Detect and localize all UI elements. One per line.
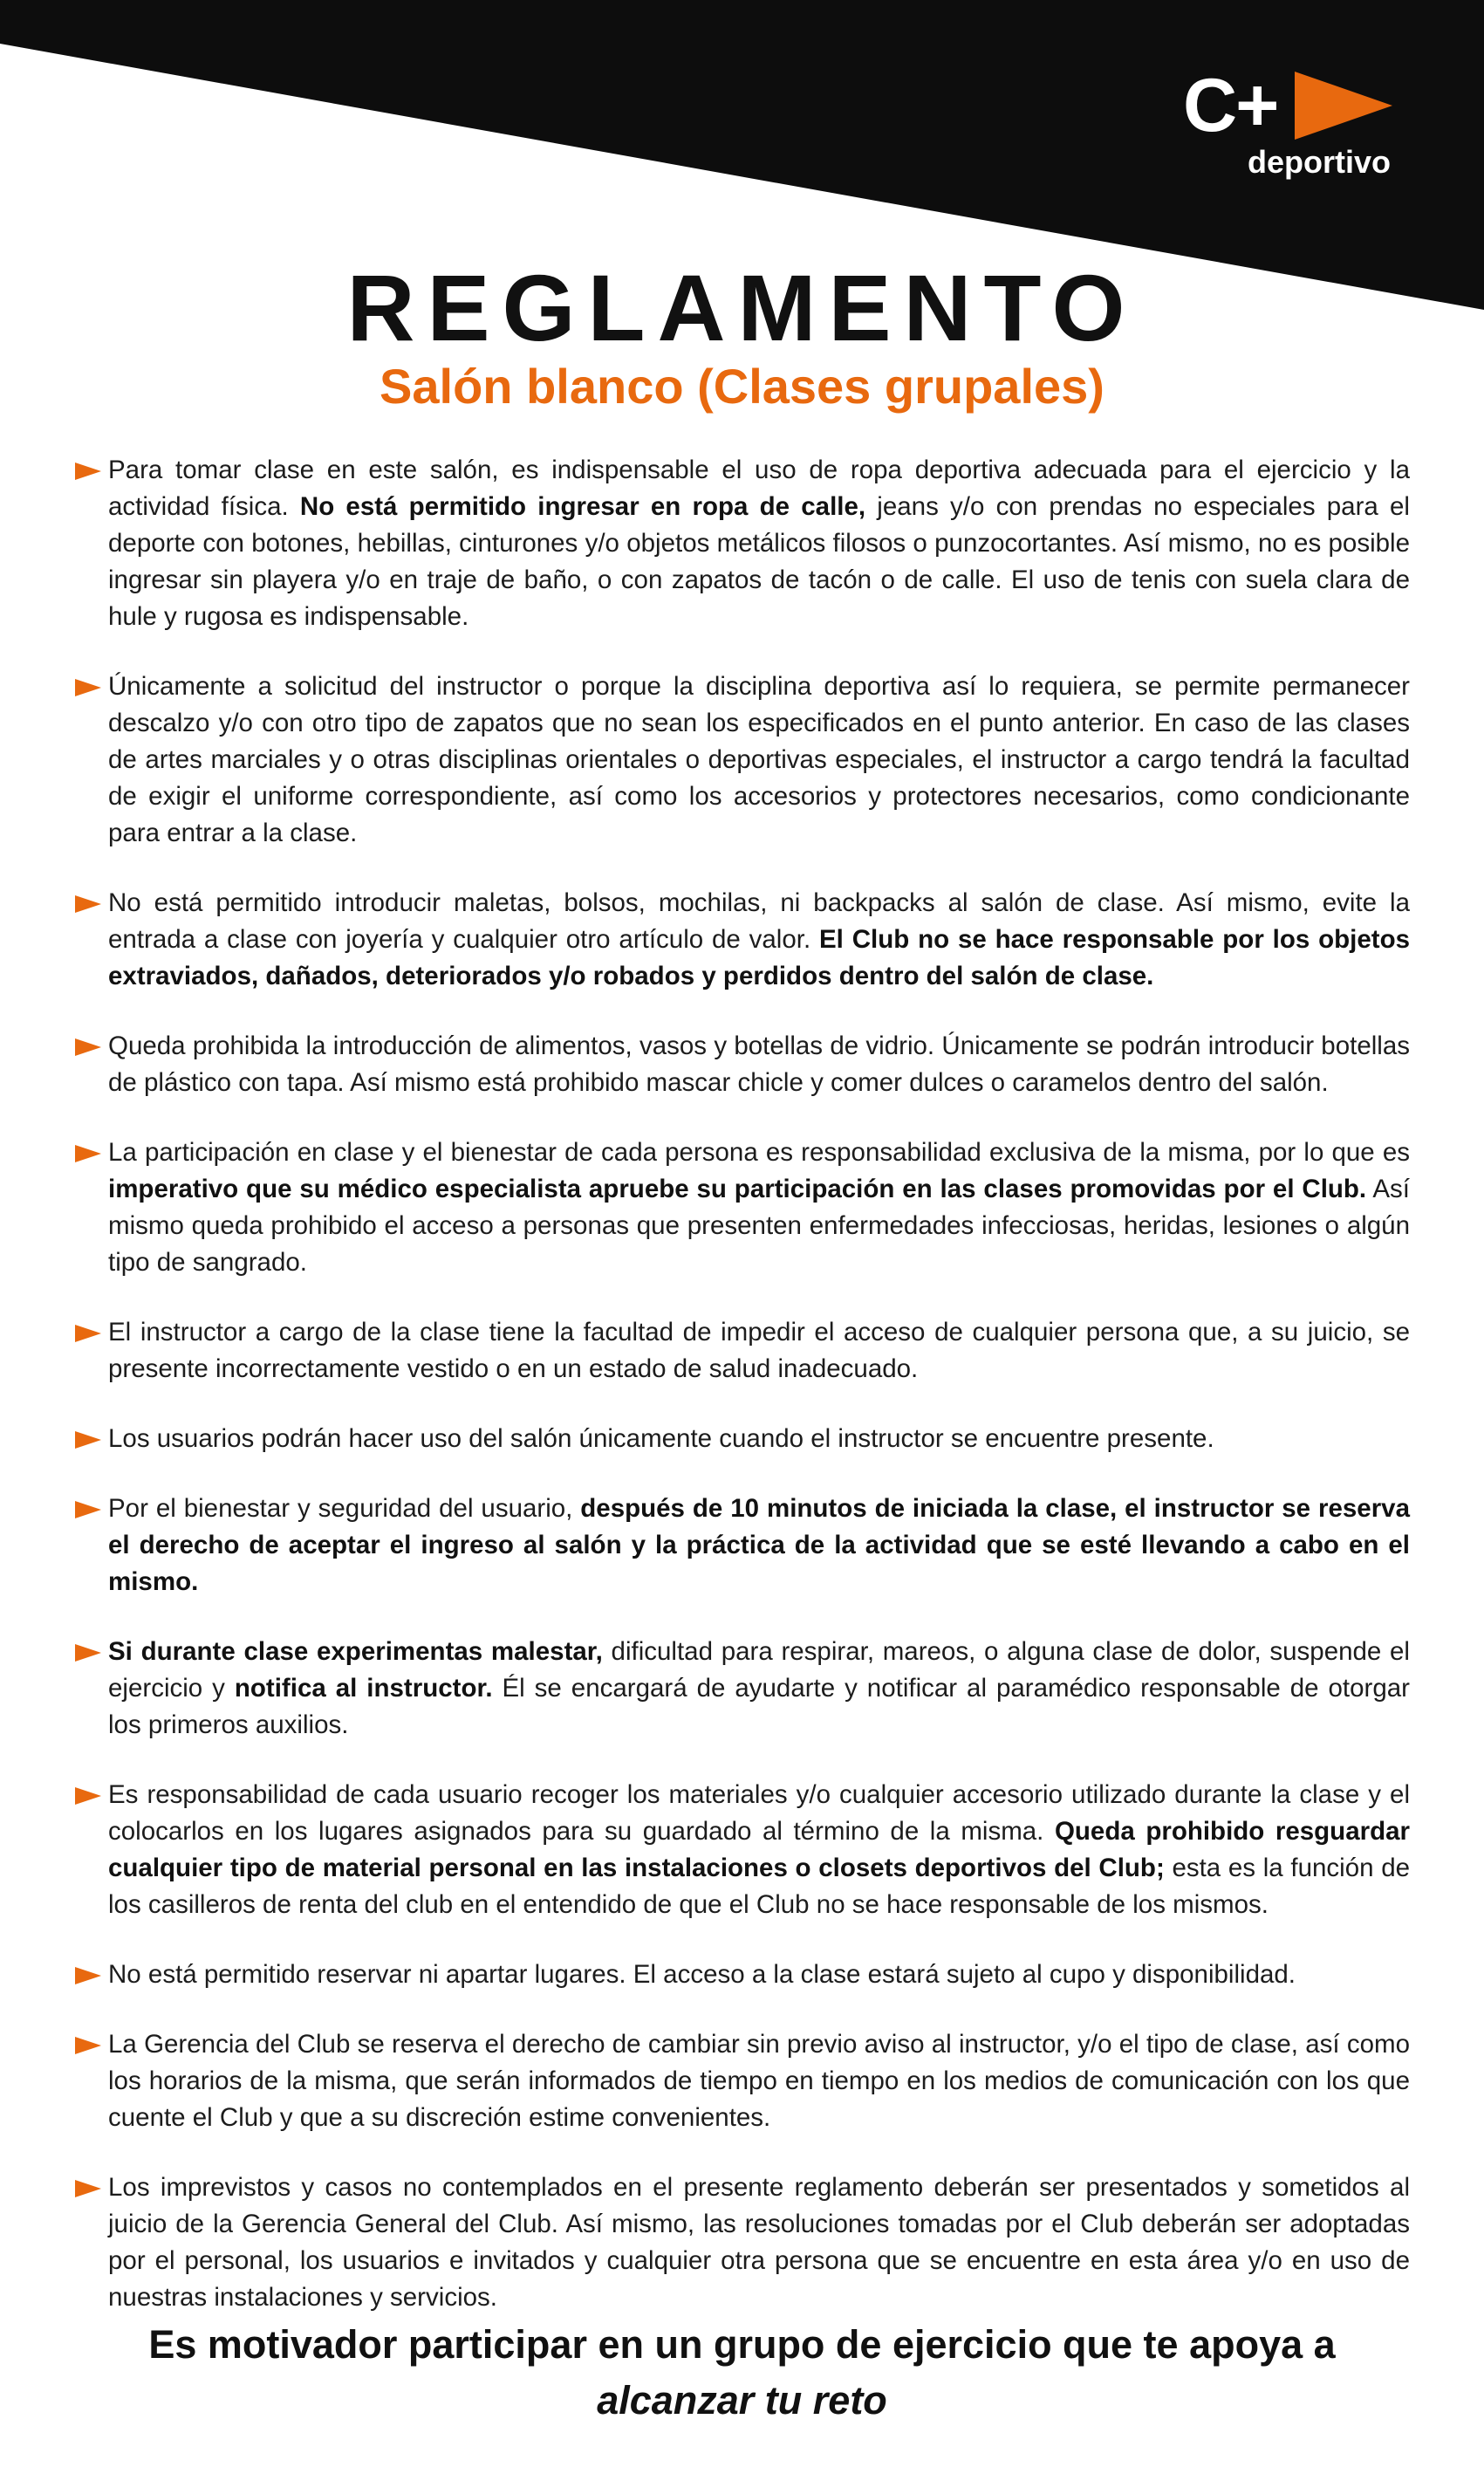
rule-text: Es responsabilidad de cada usuario recoger los materiales y/o cualquier accesorio utilizado durante la clase y el colocarlos en los lugares asignados para su guardado al término de la misma. xyxy=(108,1780,1410,1846)
rule-text: Él se encargará de ayudarte y notificar al paramédico responsable de otorgar los primeros auxilios. xyxy=(108,1674,1410,1739)
orange-arrow-icon xyxy=(75,1325,101,1342)
rule-text-bold: Queda prohibido resguardar cualquier tipo de material personal en las instalaciones o closets deportivos del Club; xyxy=(108,1817,1410,1882)
rule-item xyxy=(75,1634,1410,1744)
page-title: REGLAMENTO xyxy=(346,255,1138,360)
rule-text-bold: Si durante clase experimentas malestar, xyxy=(108,1637,603,1666)
rule-text-bold: notifica al instructor. xyxy=(234,1674,493,1703)
orange-arrow-icon xyxy=(75,1967,101,1984)
orange-arrow-icon xyxy=(75,1501,101,1518)
rule-item xyxy=(75,1777,1410,1923)
orange-arrow-icon xyxy=(75,1038,101,1056)
rule-text: El instructor a cargo de la clase tiene la facultad de impedir el acceso de cualquier persona que, a su juicio, se presente incorrectamente vestido o en un estado de salud inadecuado. xyxy=(108,1318,1410,1383)
rule-text: No está permitido reservar ni apartar lugares. El acceso a la clase estará sujeto al cupo y disponibilidad. xyxy=(108,1960,1296,1989)
rule-text: jeans y/o con prendas no especiales para el deporte con botones, hebillas, cinturones y/o objetos metálicos filosos o punzocortantes. Así mismo, no es posible ingresar sin playera y/o en traje de baño, o con zapatos de tacón o de calle. El uso de tenis con suela clara de hule y rugosa es indispensable. xyxy=(108,492,1410,631)
rule-text: La participación en clase y el bienestar de cada persona es responsabilidad exclusiva de la misma, por lo que es xyxy=(108,1138,1410,1167)
play-triangle-icon xyxy=(1295,72,1392,140)
orange-arrow-icon xyxy=(75,463,101,480)
rule-text: No está permitido introducir maletas, bolsos, mochilas, ni backpacks al salón de clase. Así mismo, evite la entrada a clase con joyería y cualquier otro artículo de valor. xyxy=(108,888,1410,954)
orange-arrow-icon xyxy=(75,679,101,696)
rule-item xyxy=(75,1134,1410,1281)
rule-text: Por el bienestar y seguridad del usuario, xyxy=(108,1494,581,1523)
closing-line-2: alcanzar tu reto xyxy=(597,2378,887,2423)
rule-item xyxy=(75,1421,1410,1457)
orange-arrow-icon xyxy=(75,1787,101,1805)
rule-item xyxy=(75,2026,1410,2136)
rule-text-bold: imperativo que su médico especialista apruebe su participación en las clases promovidas por el Club. xyxy=(108,1175,1367,1203)
brand-logo xyxy=(1183,64,1401,190)
rule-item xyxy=(75,668,1410,852)
closing-message xyxy=(0,2317,1484,2429)
rule-text: esta es la función de los casilleros de renta del club en el entendido de que el Club no se hace responsable de los mismos. xyxy=(108,1854,1411,1919)
rule-text-bold: No está permitido ingresar en ropa de calle, xyxy=(299,492,866,521)
rule-text: Para tomar clase en este salón, es indispensable el uso de ropa deportiva adecuada para el ejercicio y la actividad física. xyxy=(108,456,1410,521)
rule-item xyxy=(75,1957,1410,1993)
page-subtitle: Salón blanco (Clases grupales) xyxy=(380,359,1104,414)
rule-item xyxy=(75,2169,1410,2316)
rule-text: dificultad para respirar, mareos, o alguna clase de dolor, suspende el ejercicio y xyxy=(108,1637,1410,1703)
brand-wordmark: deportivo xyxy=(1248,144,1392,180)
orange-arrow-icon xyxy=(75,1644,101,1662)
brand-mark: C+ xyxy=(1183,64,1278,147)
rule-text: Así mismo queda prohibido el acceso a personas que presenten enfermedades infecciosas, heridas, lesiones o algún tipo de sangrado. xyxy=(108,1175,1410,1277)
rule-item xyxy=(75,452,1410,635)
orange-arrow-icon xyxy=(75,2037,101,2054)
rules-list xyxy=(75,452,1410,2349)
orange-arrow-icon xyxy=(75,2180,101,2197)
rule-text-bold: después de 10 minutos de iniciada la clase, el instructor se reserva el derecho de aceptar el ingreso al salón y la práctica de la actividad que se esté llevando a cabo en el mismo. xyxy=(108,1494,1410,1596)
rule-text: Queda prohibida la introducción de alimentos, vasos y botellas de vidrio. Únicamente se podrán introducir botellas de plástico con tapa. Así mismo está prohibido mascar chicle y comer dulces o caramelos dentro del salón. xyxy=(108,1031,1410,1097)
rule-text: Los imprevistos y casos no contemplados en el presente reglamento deberán ser presentados y sometidos al juicio de la Gerencia General del Club. Así mismo, las resoluciones tomadas por el Club deberán ser adoptadas por el personal, los usuarios e invitados y cualquier otra persona que se encuentre en esta área y/o en uso de nuestras instalaciones y servicios. xyxy=(108,2173,1410,2312)
orange-arrow-icon xyxy=(75,1145,101,1162)
rule-item xyxy=(75,1491,1410,1600)
rule-text: Únicamente a solicitud del instructor o porque la disciplina deportiva así lo requiera, se permite permanecer descalzo y/o con otro tipo de zapatos que no sean los especificados en el punto anterior. En caso de las clases de artes marciales y o otras disciplinas orientales o deportivas especiales, el instructor a cargo tendrá la facultad de exigir el uniforme correspondiente, así como los accesorios y protectores necesarios, como condicionante para entrar a la clase. xyxy=(108,672,1410,847)
rule-item xyxy=(75,1028,1410,1101)
orange-arrow-icon xyxy=(75,1431,101,1449)
rule-text: Los usuarios podrán hacer uso del salón únicamente cuando el instructor se encuentre presente. xyxy=(108,1424,1214,1453)
rule-text-bold: El Club no se hace responsable por los objetos extraviados, dañados, deteriorados y/o robados y perdidos dentro del salón de clase. xyxy=(108,925,1410,990)
orange-arrow-icon xyxy=(75,895,101,913)
rule-item xyxy=(75,1314,1410,1388)
rule-item xyxy=(75,885,1410,995)
closing-line-1: Es motivador participar en un grupo de ejercicio que te apoya a xyxy=(148,2322,1336,2367)
rule-text: La Gerencia del Club se reserva el derecho de cambiar sin previo aviso al instructor, y/o el tipo de clase, así como los horarios de la misma, que serán informados de tiempo en tiempo en los medios de comunicación con los que cuente el Club y que a su discreción estime convenientes. xyxy=(108,2030,1410,2132)
